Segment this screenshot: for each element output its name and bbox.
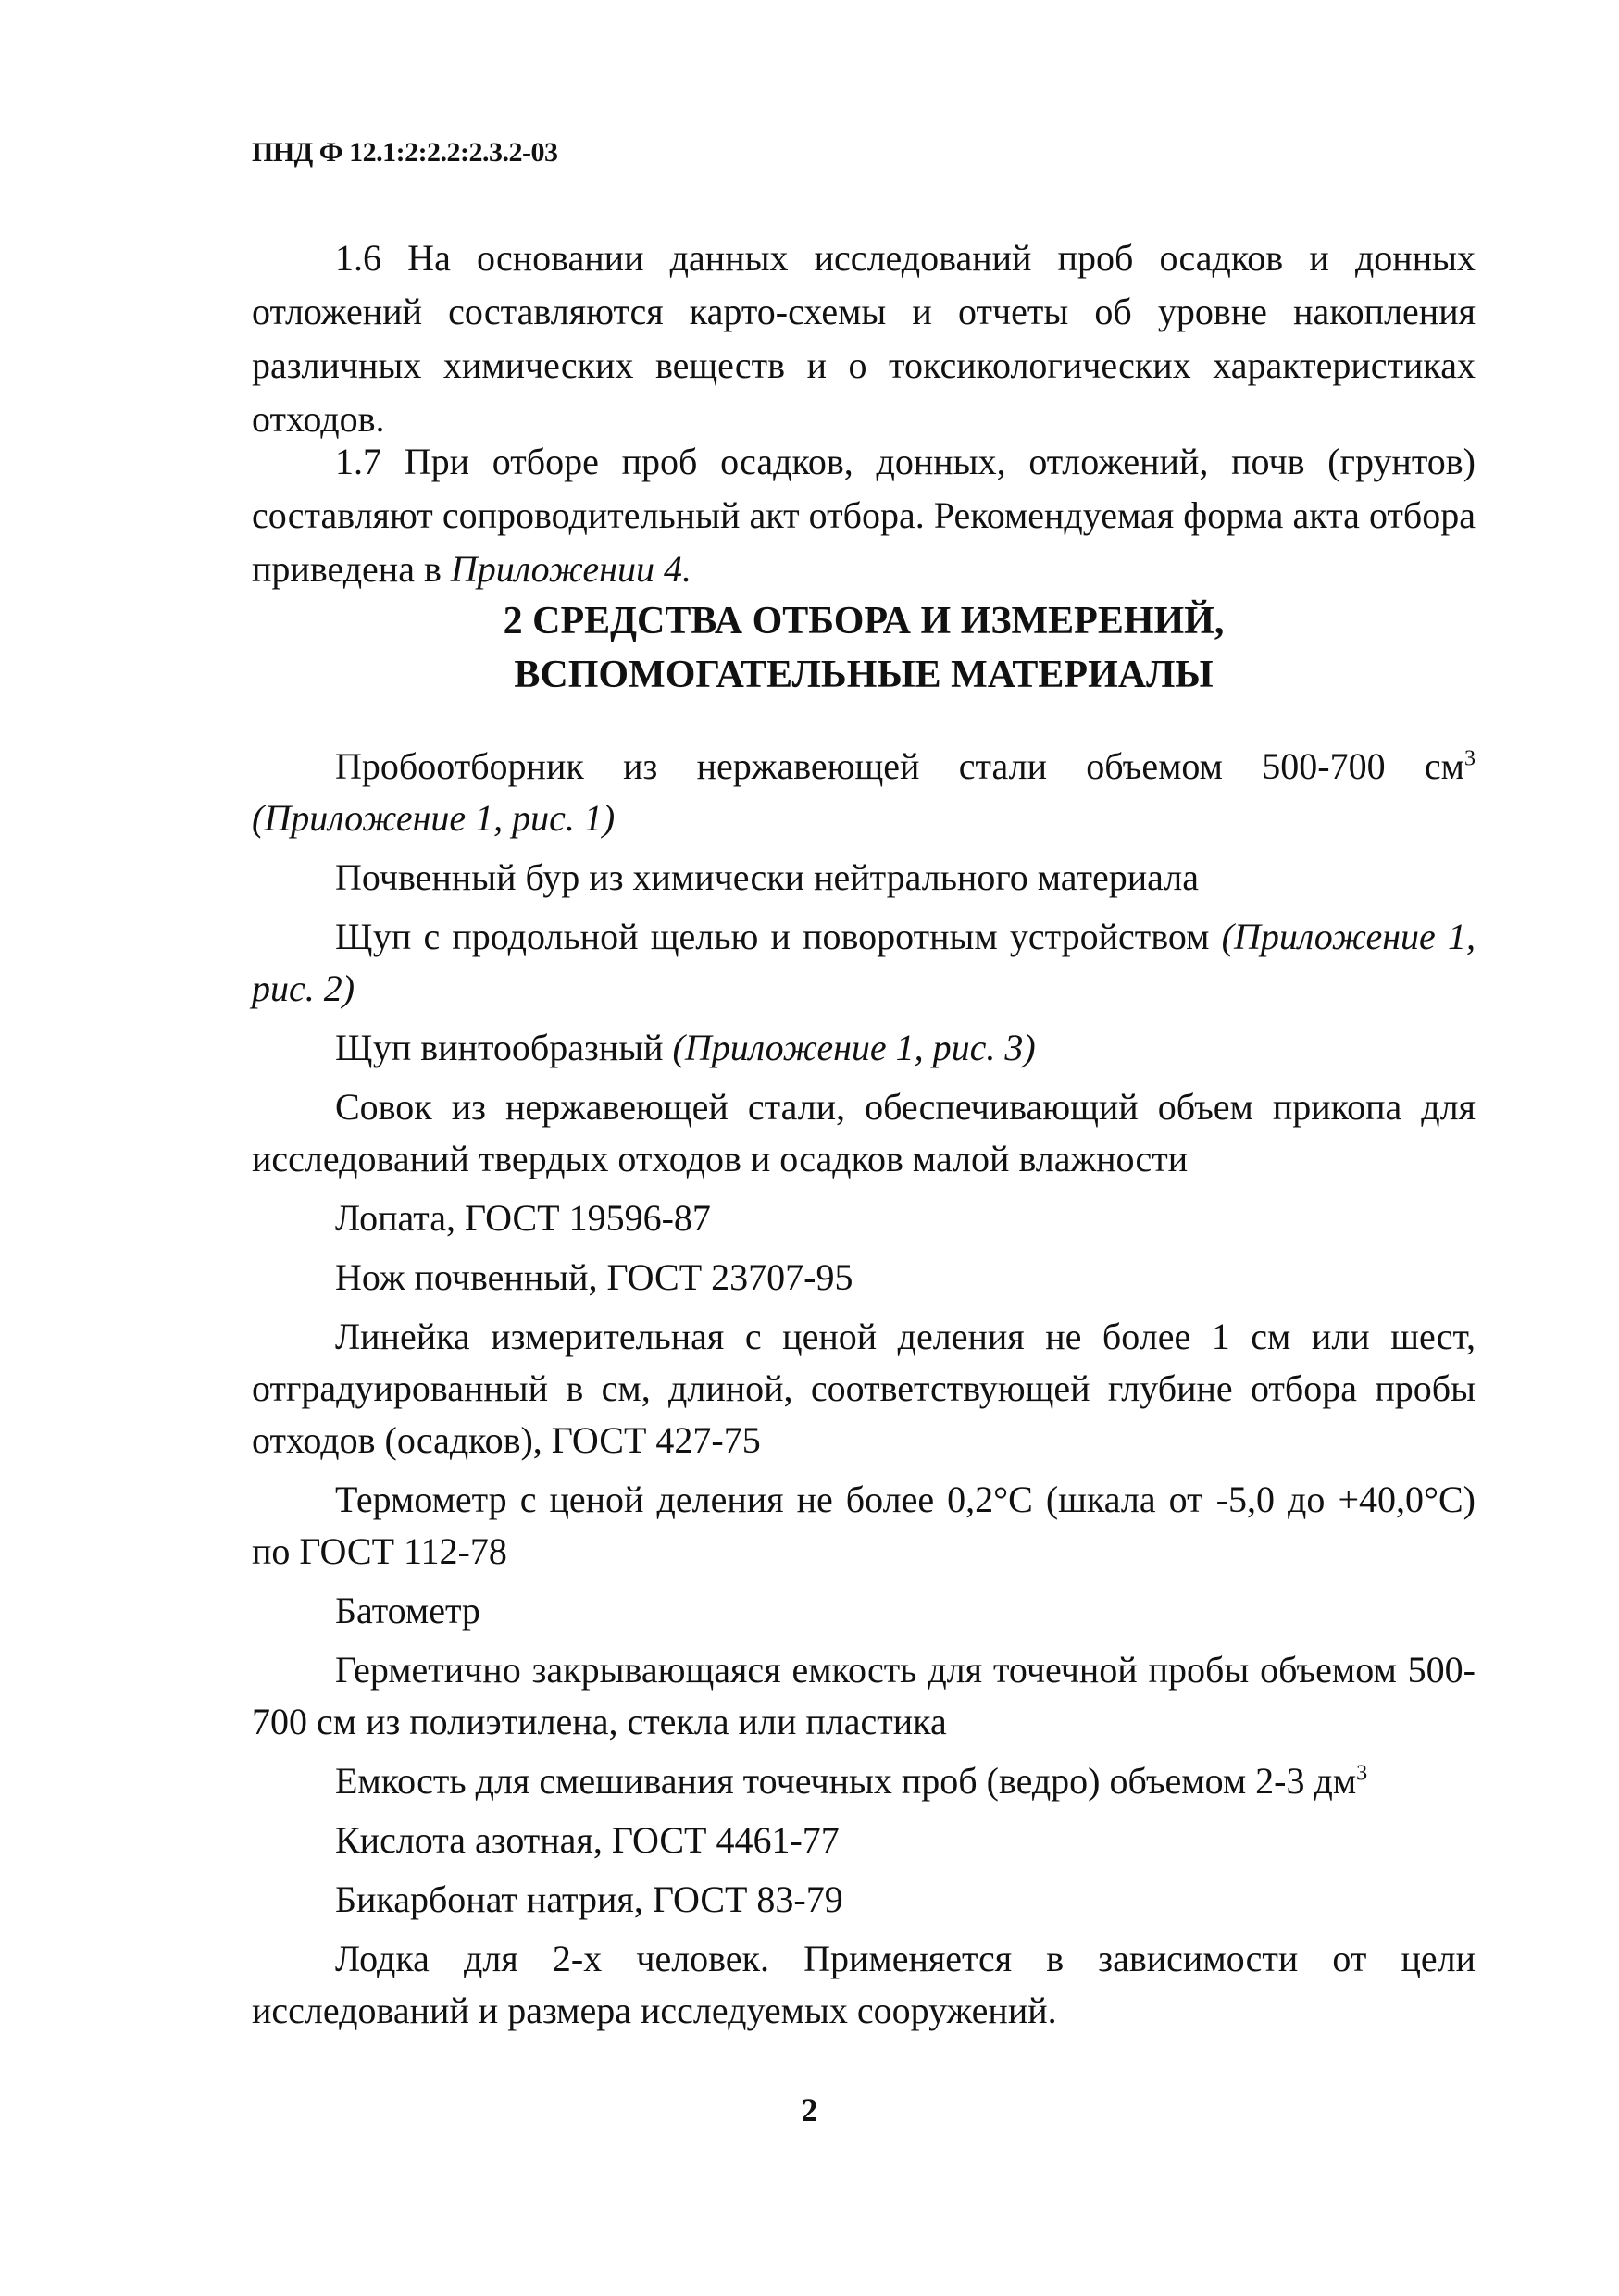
list-item-text: Лодка для 2-х человек. Применяется в зависимости от цели исследований и размера исследуемых сооружений. — [252, 1938, 1476, 2031]
paragraph-1-7-text: 1.7 При отборе проб осадков, донных, отложений, почв (грунтов) составляют сопроводительный акт отбора. Рекомендуемая форма акта отбора приведена в — [252, 441, 1476, 590]
list-item-text: Линейка измерительная с ценой деления не более 1 см или шест, отградуированный в см, длиной, соответствующей глубине отбора пробы отходов (осадков), ГОСТ 427-75 — [252, 1316, 1476, 1461]
list-item-text: Емкость для смешивания точечных проб (ведро) объемом 2-3 дм — [335, 1760, 1357, 1802]
superscript: 3 — [1464, 746, 1476, 771]
list-item-text: Лопата, ГОСТ 19596-87 — [335, 1197, 711, 1239]
appendix-reference: Приложении 4. — [450, 548, 691, 590]
list-item-text: Пробоотборник из нержавеющей стали объемом 500-700 см — [335, 745, 1464, 787]
section-title-line-2: ВСПОМОГАТЕЛЬНЫЕ МАТЕРИАЛЫ — [514, 654, 1214, 696]
list-item-text: Кислота азотная, ГОСТ 4461-77 — [335, 1819, 840, 1861]
paragraph-1-7 — [252, 435, 1476, 596]
list-item — [252, 741, 1476, 844]
section-title — [252, 594, 1476, 702]
list-item — [252, 1933, 1476, 2037]
list-item — [252, 1755, 1476, 1807]
list-item-text: Герметично закрывающаяся емкость для точечной пробы объемом 500-700 см из полиэтилена, стекла или пластика — [252, 1649, 1476, 1742]
list-item-text: Совок из нержавеющей стали, обеспечивающий объем прикопа для исследований твердых отходов и осадков малой влажности — [252, 1086, 1476, 1179]
list-item-text: Щуп винтообразный — [335, 1027, 673, 1068]
list-item — [252, 1644, 1476, 1748]
list-item-text: Щуп с продольной щелью и поворотным устройством — [335, 916, 1222, 957]
list-item — [252, 1874, 1476, 1926]
list-item — [252, 1815, 1476, 1866]
list-item — [252, 1081, 1476, 1185]
list-item-text: Бикарбонат натрия, ГОСТ 83-79 — [335, 1878, 843, 1920]
list-item-text: Нож почвенный, ГОСТ 23707-95 — [335, 1256, 853, 1298]
list-item-text: Почвенный бур из химически нейтрального материала — [335, 856, 1199, 898]
paragraph-1-6: 1.6 На основании данных исследований проб осадков и донных отложений составляются карто-схемы и отчеты об уровне накопления различных химических веществ и о токсикологических характеристиках отходов. — [252, 237, 1476, 440]
list-item — [252, 1252, 1476, 1304]
section-title-line-1: 2 СРЕДСТВА ОТБОРА И ИЗМЕРЕНИЙ, — [503, 600, 1225, 643]
superscript: 3 — [1356, 1761, 1368, 1786]
list-item — [252, 1474, 1476, 1578]
list-item — [252, 911, 1476, 1015]
list-item — [252, 1585, 1476, 1637]
list-item-text: Термометр с ценой деления не более 0,2°С (шкала от -5,0 до +40,0°С) по ГОСТ 112-78 — [252, 1479, 1476, 1572]
list-item-text: Батометр — [335, 1590, 480, 1631]
list-item — [252, 852, 1476, 904]
list-item — [252, 1022, 1476, 1074]
page-number: 2 — [801, 2091, 818, 2128]
appendix-reference: (Приложение 1, рис. 1) — [252, 797, 616, 839]
document-code-header: ПНД Ф 12.1:2:2.2:2.3.2-03 — [252, 137, 558, 168]
appendix-reference: (Приложение 1, рис. 2) — [252, 916, 1476, 1009]
equipment-list — [252, 741, 1476, 2044]
list-item — [252, 1311, 1476, 1466]
list-item — [252, 1192, 1476, 1244]
appendix-reference: (Приложение 1, рис. 3) — [672, 1027, 1036, 1068]
